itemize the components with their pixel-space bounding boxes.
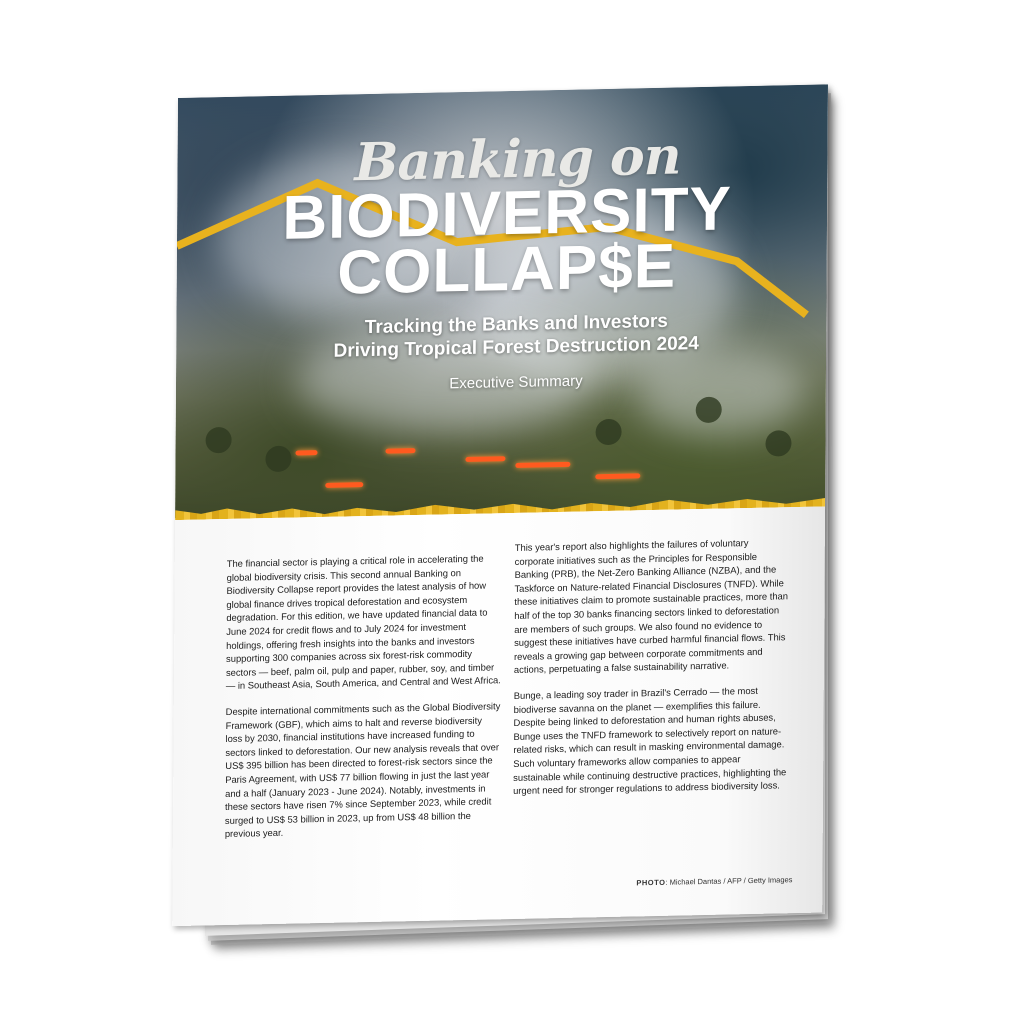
paragraph: The financial sector is playing a critical role in accelerating the global biodiversity crisis. This second annual Banking on Biodiversity Collapse report provides the latest analysis of how global finance drives tropical deforestation and ecosystem degradation. For this edition, we have updated financial data to June 2024 for credit flows and to July 2024 for investment holdings, offering fresh insights into the banks and investors supporting 300 companies across six forest-risk commodity sectors — beef, palm oil, pulp and paper, rubber, soy, and timber — in Southeast Asia, South America, and Central and West Africa. bbox=[225, 552, 501, 692]
forest-fire-photo bbox=[175, 84, 828, 518]
photo-credit-text: : Michael Dantas / AFP / Getty Images bbox=[665, 875, 793, 887]
subtitle-line-2: Driving Tropical Forest Destruction 2024 bbox=[333, 333, 699, 362]
report-cover-page bbox=[172, 84, 828, 926]
text-column-left bbox=[225, 551, 502, 853]
executive-summary-label: Executive Summary bbox=[449, 372, 583, 393]
title-main bbox=[247, 174, 768, 308]
subtitle bbox=[286, 308, 746, 364]
paragraph: Despite international commitments such as the Global Biodiversity Framework (GBF), which aims to halt and reverse biodiversity loss by 2030, financial institutions have increased funding to sectors linked to deforestation. Our new analysis reveals that over US$ 395 billion has been directed to forest-risk sectors since the Paris Agreement, with US$ 77 billion flowing in just the last year and a half (January 2023 - June 2024). Notably, investments in these sectors have risen 7% since September 2023, while credit surged to US$ 53 billion in 2023, up from US$ 48 billion the previous year. bbox=[224, 700, 501, 840]
photo-credit-label: PHOTO bbox=[636, 877, 666, 888]
title-line-collapse: COLLAP$E bbox=[337, 231, 677, 308]
title-line-biodiversity: BIODIVERSITY bbox=[282, 174, 733, 253]
photo-credit bbox=[612, 875, 792, 888]
subtitle-line-1: Tracking the Banks and Investors bbox=[364, 310, 668, 339]
paragraph: Bunge, a leading soy trader in Brazil's Cerrado — the most biodiverse savanna on the planet — exemplifies this failure. Despite being linked to deforestation and human rights abuses, Bunge uses the TNFD framework to selectively report on nature-related risks, which can result in masking environmental damage. Such voluntary frameworks allow companies to appear sustainable while continuing destructive practices, highlighting the urgent need for stronger regulations to address biodiversity loss. bbox=[513, 684, 787, 797]
paragraph: This year's report also highlights the failures of voluntary corporate initiatives such as the Principles for Responsible Banking (PRB), the Net-Zero Banking Alliance (NZBA), and the Taskforce on Nature-related Financial Disclosures (TNFD). While these initiatives claim to promote sustainable practices, more than half of the top 30 banks financing sectors linked to deforestation are members of such groups. We also found no evidence to suggest these initiatives have curbed harmful financial flows. This reveals a growing gap between corporate commitments and actions, perpetuating a false sustainability narrative. bbox=[513, 537, 789, 676]
text-column-right bbox=[513, 535, 790, 809]
title-script: Banking on bbox=[354, 125, 681, 194]
